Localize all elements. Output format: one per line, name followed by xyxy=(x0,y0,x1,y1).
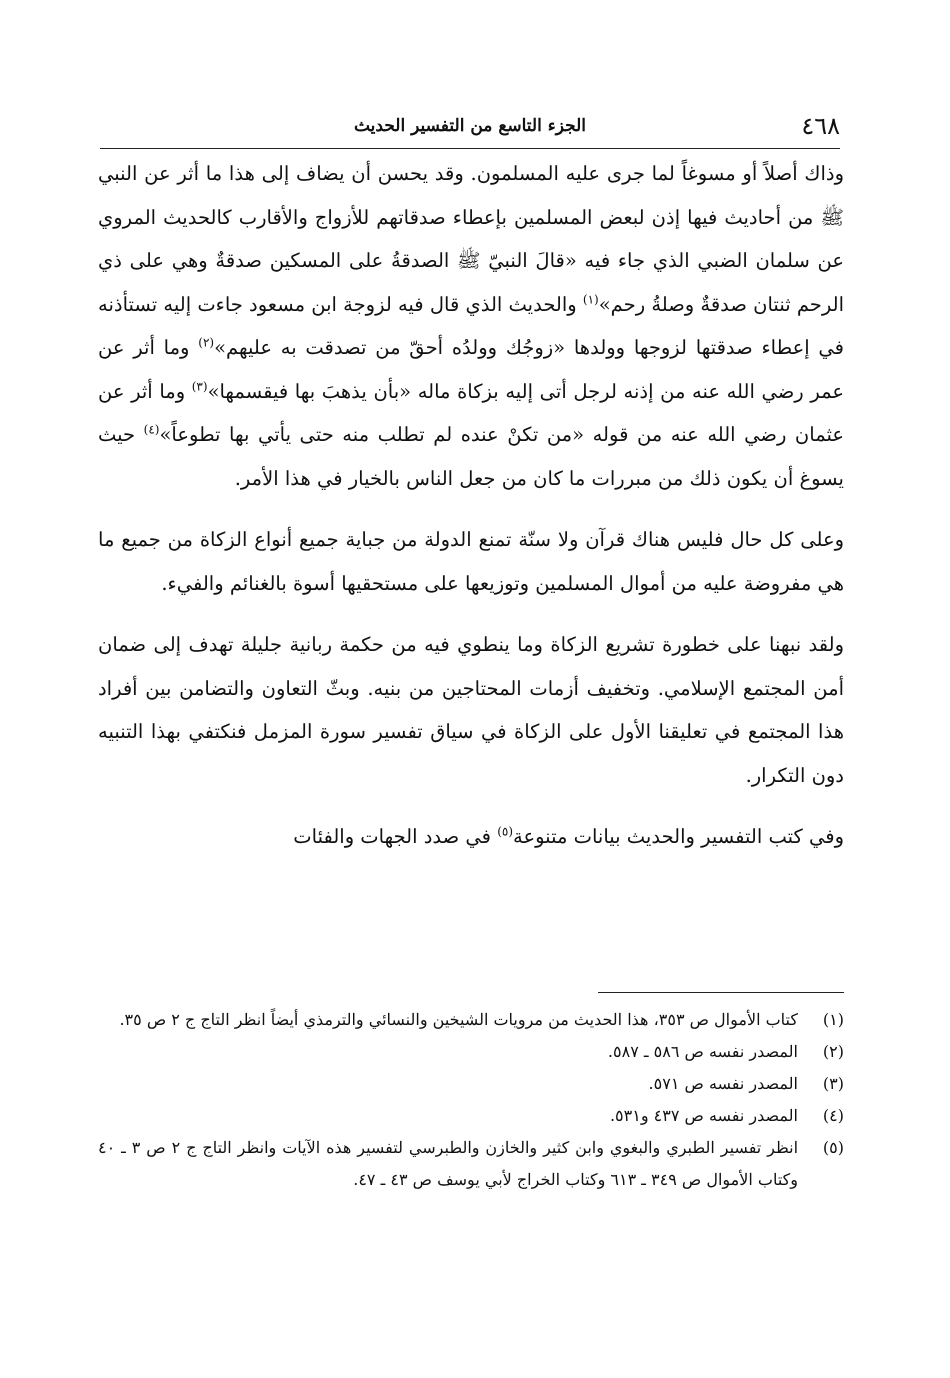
paragraph-text: وما أثر عن عثمان رضي الله عنه من قوله «من تكنْ عنده لم تطلب منه حتى يأتي بها تطوعاً» xyxy=(98,379,844,446)
footnote-number: (٣) xyxy=(822,1074,844,1093)
paragraph-2: وعلى كل حال فليس هناك قرآن ولا سنّة تمنع الدولة من جباية جميع أنواع الزكاة من جميع ما هي مفروضة عليه من أموال المسلمين وتوزيعها على مستحقيها أسوة بالغنائم والفيء. xyxy=(98,528,844,595)
page-number: ٤٦٨ xyxy=(801,112,840,140)
paragraph-text: وما أثر عن عمر رضي الله عنه من إذنه لرجل أتى إليه بزكاة ماله «بأن يذهبَ بها فيقسمها» xyxy=(98,336,844,403)
footnote-text: انظر تفسير الطبري والبغوي وابن كثير والخازن والطبرسي لتفسير هذه الآيات وانظر التاج ج ٢ ص ٣ ـ ٤٠ وكتاب الأموال ص ٣٤٩ ـ ٦١٣ وكتاب الخراج لأبي يوسف ص ٤٣ ـ ٤٧. xyxy=(98,1138,799,1189)
paragraph-text: حيث يسوغ أن يكون ذلك من مبررات ما كان من جعل الناس بالخيار في هذا الأمر. xyxy=(98,423,844,490)
main-text xyxy=(98,152,844,859)
footnote-marker-4: (٤) xyxy=(143,422,160,437)
footnote-text: المصدر نفسه ص ٥٨٦ ـ ٥٨٧. xyxy=(607,1042,798,1061)
page-header xyxy=(100,108,840,149)
footnote-marker-3: (٣) xyxy=(191,379,208,393)
footnote-marker-1: (١) xyxy=(582,292,599,306)
footnote-text: المصدر نفسه ص ٤٣٧ و٥٣١. xyxy=(609,1106,798,1125)
footnote-number: (١) xyxy=(822,1010,844,1029)
footnotes xyxy=(98,1004,844,1196)
footnote-text: كتاب الأموال ص ٣٥٣، هذا الحديث من مرويات الشيخين والنسائي والترمذي أيضاً انظر التاج ج ٢ ص ٣٥. xyxy=(119,1010,798,1029)
footnote-marker-5: (٥) xyxy=(497,824,514,839)
paragraph-1 xyxy=(98,152,844,500)
footnote-marker-2: (٢) xyxy=(198,335,215,350)
paragraph-text: في صدد الجهات والفئات xyxy=(293,825,498,848)
footnote-1 xyxy=(98,1004,844,1036)
paragraph-4 xyxy=(98,815,844,859)
paragraph-3: ولقد نبهنا على خطورة تشريع الزكاة وما ينطوي فيه من حكمة ربانية جليلة تهدف إلى ضمان أمن المجتمع الإسلامي. وتخفيف أزمات المحتاجين من بنيه. وبثّ التعاون والتضامن بين أفراد هذا المجتمع في تعليقنا الأول على الزكاة في سياق تفسير سورة المزمل فنكتفي بهذا التنبيه دون التكرار. xyxy=(98,633,844,787)
footnote-text: المصدر نفسه ص ٥٧١. xyxy=(648,1074,798,1093)
footnote-number: (٢) xyxy=(822,1042,844,1061)
paragraph-text: وذاك أصلاً أو مسوغاً لما جرى عليه المسلمون. وقد يحسن أن يضاف إلى هذا ما أثر عن النبي ﷺ من أحاديث فيها إذن لبعض المسلمين بإعطاء صدقاتهم للأزواج والأقارب كالحديث المروي عن سلمان الضبي الذي جاء فيه «قالَ النبيّ ﷺ الصدقةُ على المسكين صدقةٌ وهي على ذي الرحم ثنتان صدقةٌ وصلةُ رحم» xyxy=(98,162,844,316)
footnote-2 xyxy=(98,1036,844,1068)
footnote-3 xyxy=(98,1068,844,1100)
paragraph-text: وفي كتب التفسير والحديث بيانات متنوعة xyxy=(513,825,844,848)
paragraph-text: والحديث الذي قال فيه لزوجة ابن مسعود جاءت إليه تستأذنه في إعطاء صدقتها لزوجها وولدها «زوجُك وولدُه أحقّ من تصدقت به عليهم» xyxy=(98,292,845,359)
footnote-number: (٤) xyxy=(822,1106,844,1125)
running-title: الجزء التاسع من التفسير الحديث xyxy=(353,116,586,136)
footnote-number: (٥) xyxy=(822,1138,844,1157)
footnote-5 xyxy=(98,1132,844,1196)
footnote-4 xyxy=(98,1100,844,1132)
footnote-separator xyxy=(598,992,844,993)
